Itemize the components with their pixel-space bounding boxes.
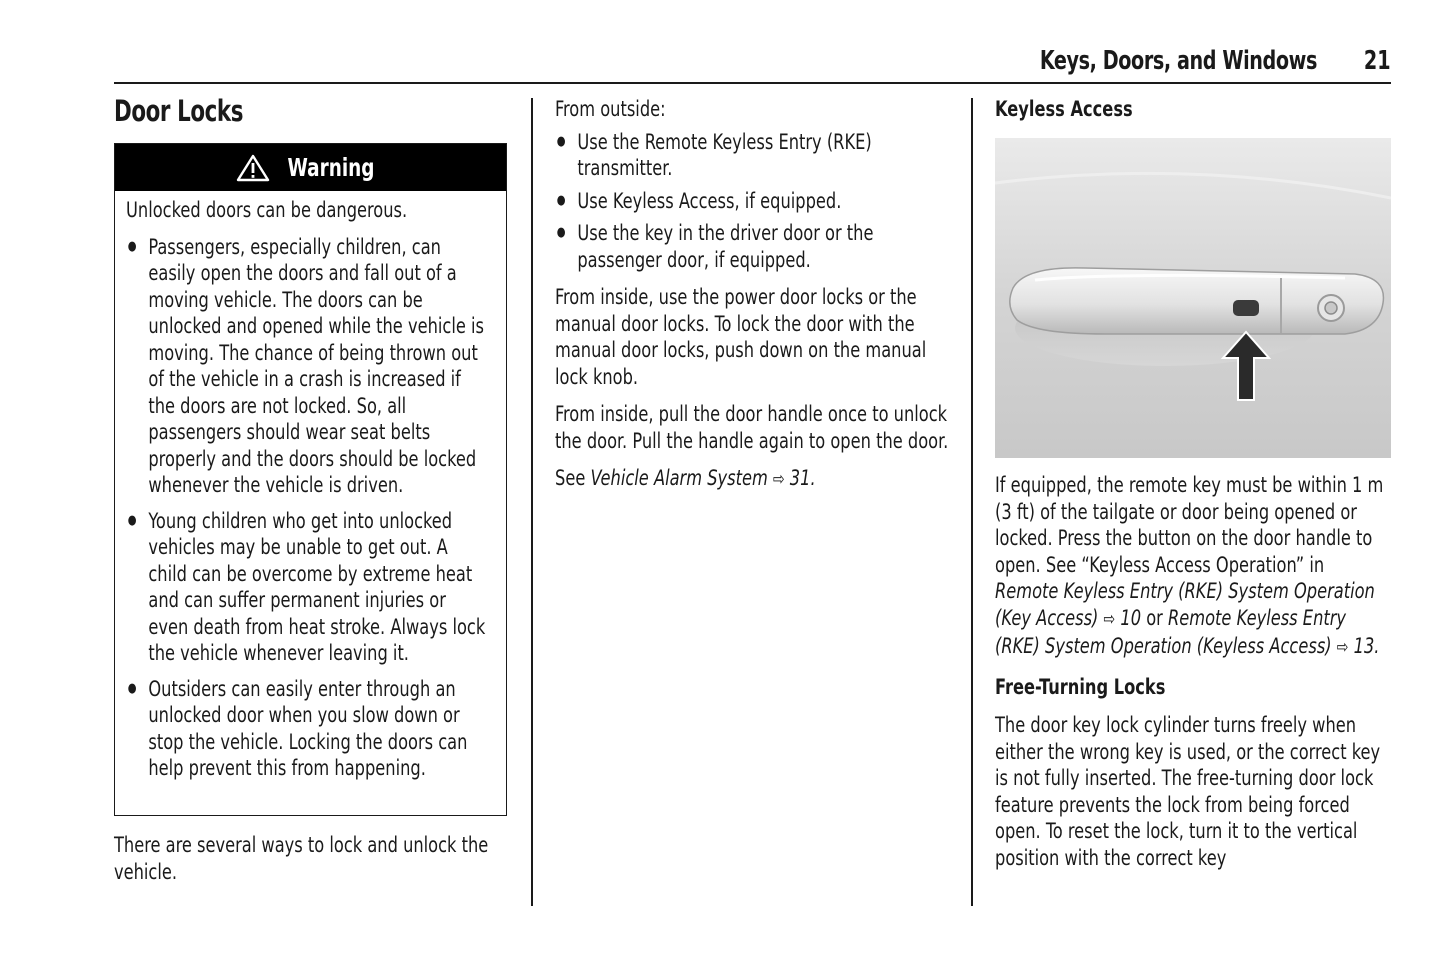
see-reference-paragraph <box>555 465 949 494</box>
inside-door-handle-paragraph: From inside, pull the door handle once to unlock the door. Pull the handle again to open the door. <box>555 402 949 453</box>
left-column-lower <box>114 832 574 885</box>
door-handle-photo <box>995 138 1391 458</box>
page-number: 21 <box>1364 46 1391 76</box>
ways-to-lock-paragraph: There are several ways to lock and unlock the vehicle. <box>114 833 489 884</box>
warning-bullet: ● Passengers, especially children, can easily open the doors and fall out of a moving vehicle. The doors can be unlocked and opened while the vehicle is moving. The chance of being thrown out of the vehicle in a crash is increased if the doors are not locked. So, all passengers should wear seat belts properly and the doors should be locked whenever the vehicle is driven. <box>126 234 487 499</box>
see-reference-link[interactable]: Vehicle Alarm System <box>590 466 768 490</box>
rke-key-access-link[interactable]: Remote Keyless Entry (RKE) System Operation (Key Access) <box>995 579 1375 630</box>
arrow-reference-icon: ⇨ <box>1103 608 1116 630</box>
middle-column <box>555 96 1013 494</box>
or-text: or <box>1146 605 1163 630</box>
warning-intro: Unlocked doors can be dangerous. <box>126 198 408 222</box>
left-column <box>114 94 271 128</box>
warning-triangle-icon <box>236 154 270 182</box>
from-outside-label: From outside: <box>555 97 666 121</box>
rke-keyless-access-page[interactable]: 13. <box>1353 634 1380 658</box>
warning-box <box>114 143 507 816</box>
warning-header <box>115 144 506 191</box>
outside-method-item: ● Use Keyless Access, if equipped. <box>555 188 949 215</box>
running-header-title: Keys, Doors, and Windows <box>1039 46 1317 76</box>
keyless-access-paragraph <box>995 472 1392 662</box>
keyless-access-heading: Keyless Access <box>995 97 1133 121</box>
outside-methods-list <box>555 129 949 274</box>
outside-method-item: ● Use the key in the driver door or the passenger door, if equipped. <box>555 220 949 273</box>
free-turning-locks-heading: Free-Turning Locks <box>995 674 1166 699</box>
inside-power-locks-paragraph: From inside, use the power door locks or the manual door locks. To lock the door with the manual door locks, push down on the manual lock knob. <box>555 285 927 389</box>
warning-heading: Warning <box>288 153 375 182</box>
warning-bullet: ● Young children who get into unlocked vehicles may be unable to get out. A child can be overcome by extreme heat and can suffer permanent injuries or even death from heat stroke. Always lock the vehicle whenever leaving it. <box>126 508 487 667</box>
warning-bullet: ● Outsiders can easily enter through an unlocked door when you slow down or stop the vehicle. Locking the doors can help prevent this from happening. <box>126 676 487 782</box>
column-divider-left <box>531 98 533 906</box>
arrow-reference-icon: ⇨ <box>772 469 785 490</box>
rke-key-access-page[interactable]: 10 <box>1120 605 1142 630</box>
section-title: Door Locks <box>114 94 244 128</box>
arrow-reference-icon: ⇨ <box>1336 637 1349 658</box>
header-rule <box>114 82 1391 84</box>
rke-keyless-access-link[interactable]: Remote Keyless Entry (RKE) System Operation (Keyless Access) <box>995 605 1347 658</box>
outside-method-item: ● Use the Remote Keyless Entry (RKE) transmitter. <box>555 129 949 182</box>
keyless-text: If equipped, the remote key must be within 1 m (3 ft) of the tailgate or door being opened or locked. Press the button on the door handle to open. See “Keyless Access Operation” in <box>995 473 1384 577</box>
warning-bullet-list <box>126 234 487 782</box>
right-column-bottom <box>995 472 1445 871</box>
see-page-number[interactable]: 31. <box>789 466 816 490</box>
see-prefix: See <box>555 466 586 490</box>
right-column-top <box>995 96 1445 123</box>
free-turning-locks-paragraph: The door key lock cylinder turns freely when either the wrong key is used, or the correct key is not fully inserted. The free-turning door lock feature prevents the lock from being forced open. To reset the lock, turn it to the vertical position with the correct key <box>995 713 1381 870</box>
